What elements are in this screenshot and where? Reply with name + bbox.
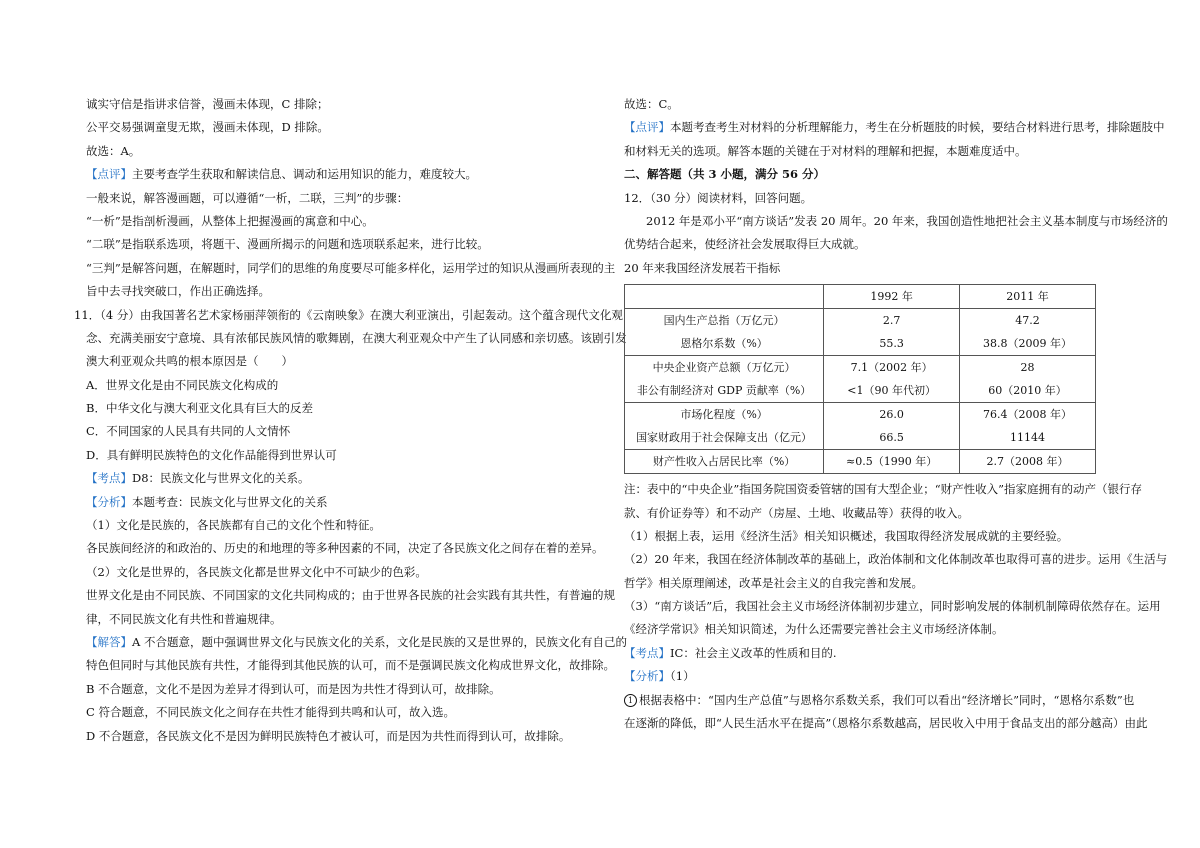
table-header-row [625,285,1096,309]
text-line: B 不合题意，文化不是因为差异才得到认可，而是因为共性才得到认可，故排除。 [86,681,501,696]
question-12-stem [624,187,1130,210]
fenxi-line [86,491,586,514]
analysis-text: 根据表格中：“国内生产总值”与恩格尔系数关系，我们可以看出“经济增长”同时，“恩格尔系数”也 [639,692,1135,707]
question-number: 11． [74,307,101,322]
table-header-cell [625,285,824,309]
table-cell [824,309,960,356]
jieda-text: A 不合题意，题中强调世界文化与民族文化的关系，文化是民族的又是世界的，民族文化有自己的 [132,634,627,649]
table-header-cell: 1992 年 [824,285,960,309]
fenxi-tag: 【分析】 [86,494,132,509]
fenxi-text: （1） [670,669,695,684]
text-line: C 符合题意，不同民族文化之间存在共性才能得到共鸣和认可，故入选。 [86,705,455,720]
question-number: 12． [624,190,651,205]
cell-text: 76.4（2008 年） [983,408,1073,422]
dianping-line [624,116,1165,139]
text-line: 在逐渐的降低，即“人民生活水平在提高”（恩格尔系数越高，居民收入中用于食品支出的部分越高）由此 [624,716,1148,731]
economic-indicators-table [624,284,1096,474]
jieda-tag: 【解答】 [86,634,132,649]
answer-line: 故选：C。 [624,97,679,111]
text-line: 和材料无关的选项。解答本题的关键在于对材料的理解和把握，本题难度适中。 [624,143,1027,158]
table-cell: ≈0.5（1990 年） [824,450,960,474]
fenxi-text: 本题考查：民族文化与世界文化的关系 [132,494,328,509]
right-column [624,93,1168,735]
table-cell-label [625,356,824,403]
text-line: （1）文化是民族的，各民族都有自己的文化个性和特征。 [86,518,381,533]
table-cell [824,356,960,403]
text-line: 澳大利亚观众共鸣的根本原因是（ ） [86,354,293,369]
cell-text: 市场化程度（%） [680,408,768,422]
analysis-line [624,689,1135,712]
dianping-text: 本题考查考生对材料的分析理解能力，考生在分析题肢的时候，要结合材料进行思考，排除题肢中 [670,120,1165,135]
table-cell [824,403,960,450]
text-line: 一般来说，解答漫画题，可以遵循“一析，二联，三判”的步骤： [86,190,409,205]
table-cell [960,403,1096,450]
option-d: D．具有鲜明民族特色的文化作品能得到世界认可 [86,447,337,462]
sub-question-1: （1）根据上表，运用《经济生活》相关知识概述，我国取得经济发展成就的主要经验。 [624,528,1069,543]
table-header-cell: 2011 年 [960,285,1096,309]
cell-text: 38.8（2009 年） [983,337,1073,351]
text-line: “一析”是指剖析漫画，从整体上把握漫画的寓意和中心。 [86,213,374,228]
cell-text: 2.7 [882,314,901,328]
cell-text: 国家财政用于社会保障支出（亿元） [636,431,813,445]
cell-text: 7.1（2002 年） [850,361,933,375]
table-row [625,450,1096,474]
kaodian-tag: 【考点】 [86,471,132,486]
dianping-text: 主要考查学生获取和解读信息、调动和运用知识的能力，难度较大。 [132,167,477,182]
sub-question-3: （3）“南方谈话”后，我国社会主义市场经济体制初步建立，同时影响发展的体制机制障碍依然存在。运用 [624,599,1161,614]
cell-text: <1（90 年代初） [847,384,936,398]
option-a: A．世界文化是由不同民族文化构成的 [86,377,279,392]
jieda-line [86,631,627,654]
text-line: 各民族间经济的和政治的、历史的和地理的等多种因素的不同，决定了各民族文化之间存在着的差异。 [86,541,604,556]
cell-text: 66.5 [879,431,904,445]
question-11-stem [74,304,623,327]
left-column [74,93,627,748]
cell-text: 中央企业资产总额（万亿元） [652,361,796,375]
text-line: （2）文化是世界的，各民族文化都是世界文化中不可缺少的色彩。 [86,564,427,579]
cell-text: 60（2010 年） [988,384,1067,398]
stem-text: （30 分）阅读材料，回答问题。 [650,190,813,205]
table-cell-label: 财产性收入占居民比率（%） [625,450,824,474]
circled-number-icon: 1 [624,694,637,707]
fenxi-line [624,665,1130,688]
table-note: 注：表中的“中央企业”指国务院国资委管辖的国有大型企业；“财产性收入”指家庭拥有的动产（银行存 [624,482,1143,497]
option-c: C．不同国家的人民具有共同的人文情怀 [86,424,291,439]
cell-text: 11144 [1010,431,1046,445]
text-line: “二联”是指联系选项，将题干、漫画所揭示的问题和选项联系起来，进行比较。 [86,237,489,252]
table-row [625,403,1096,450]
cell-text: 非公有制经济对 GDP 贡献率（%） [636,384,812,398]
text-line: 世界文化是由不同民族、不同国家的文化共同构成的；由于世界各民族的社会实践有其共性，有普遍的规 [86,588,615,603]
text-line: 《经济学常识》相关知识简述，为什么还需要完善社会主义市场经济体制。 [624,622,1004,637]
option-b: B．中华文化与澳大利亚文化具有巨大的反差 [86,401,313,416]
cell-text: 28 [1020,361,1035,375]
material-text: 2012 年是邓小平“南方谈话”发表 20 周年。20 年来，我国创造性地把社会主义基本制度与市场经济的 [646,213,1168,228]
text-line: 特色但同时与其他民族有共性，才能得到其他民族的认可，而不是强调民族文化构成世界文化，故排除。 [86,658,615,673]
table-cell [960,309,1096,356]
sub-question-2: （2）20 年来，我国在经济体制改革的基础上，政治体制和文化体制改革也取得可喜的进步。运用《生活与 [624,552,1168,567]
answer-line: 故选：A。 [86,143,141,158]
material-text: 优势结合起来，使经济社会发展取得巨大成就。 [624,237,866,252]
stem-text: （4 分）由我国著名艺术家杨丽萍领衔的《云南映象》在澳大利亚演出，引起轰动。这个蕴含现代文化观 [100,307,623,322]
dianping-tag: 【点评】 [86,167,132,182]
table-cell-label [625,403,824,450]
text-line: “三判”是解答问题，在解题时，同学们的思维的角度要尽可能多样化，运用学过的知识从漫画所表现的主 [86,260,616,275]
table-cell [960,356,1096,403]
dianping-line [86,163,586,186]
text-line: 公平交易强调童叟无欺，漫画未体现，D 排除。 [86,120,329,135]
table-cell: 2.7（2008 年） [960,450,1096,474]
cell-text: 26.0 [879,408,904,422]
cell-text: 恩格尔系数（%） [680,337,768,351]
text-line: 念、充满美丽安宁意境、具有浓郁民族风情的歌舞剧，在澳大利亚观众中产生了认同感和亲切感。该剧引发 [86,330,627,345]
table-caption: 20 年来我国经济发展若干指标 [624,260,781,275]
text-line: 诚实守信是指讲求信誉，漫画未体现，C 排除； [86,97,329,111]
table-note: 款、有价证券等）和不动产（房屋、土地、收藏品等）获得的收入。 [624,505,969,520]
text-line: D 不合题意，各民族文化不是因为鲜明民族特色才被认可，而是因为共性而得到认可，故排除。 [86,728,571,743]
text-line: 旨中去寻找突破口，作出正确选择。 [86,284,270,299]
section-title: 二、解答题（共 3 小题，满分 56 分） [624,167,826,182]
dianping-tag: 【点评】 [624,120,670,135]
cell-text: 国内生产总指（万亿元） [663,314,785,328]
fenxi-tag: 【分析】 [624,669,670,684]
kaodian-tag: 【考点】 [624,645,670,660]
cell-text: 55.3 [879,337,904,351]
cell-text: 47.2 [1015,314,1040,328]
text-line: 哲学》相关原理阐述，改革是社会主义的自我完善和发展。 [624,575,923,590]
table-row [625,309,1096,356]
kaodian-line [624,642,1130,665]
table-row [625,356,1096,403]
text-line: 律，不同民族文化有共性和普遍规律。 [86,611,282,626]
kaodian-text: IC：社会主义改革的性质和目的. [670,645,837,660]
table-cell-label [625,309,824,356]
kaodian-text: D8：民族文化与世界文化的关系。 [132,471,310,486]
kaodian-line [86,467,586,490]
